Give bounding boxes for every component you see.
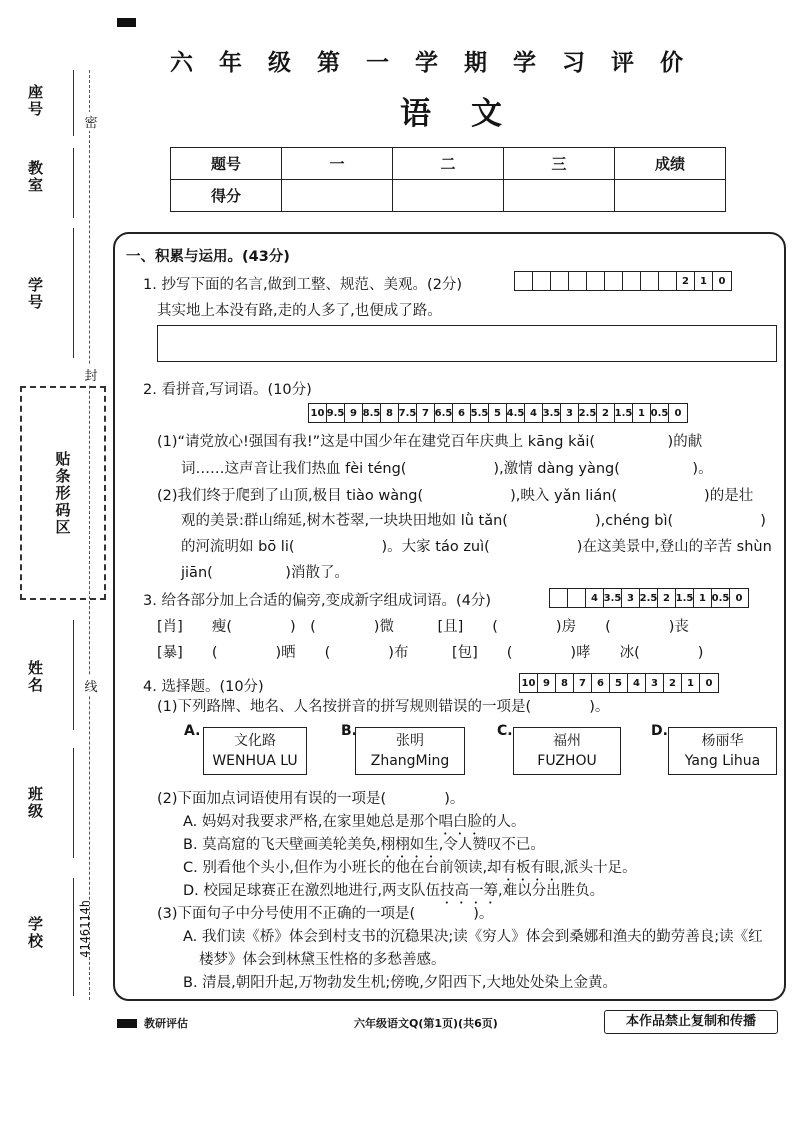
score-table [170,147,726,212]
option-letter: D. [651,723,668,739]
q1-score-strip [514,271,732,291]
dotted-word: 技高一筹 [440,883,498,899]
score-table-score-row [171,180,726,212]
score-strip-cell[interactable]: 9 [538,674,556,692]
score-strip-cell[interactable]: 0 [674,407,682,419]
student-no-write-line [73,228,74,358]
score-cell: 二 [393,148,504,180]
score-strip-cell[interactable]: 3 [622,589,640,607]
score-strip-cell[interactable]: 0.5 [712,589,730,607]
seal-char-xian: 线 [84,676,98,695]
option-letter: B. [341,723,357,739]
option-letter: A. [184,723,201,739]
option-sign [668,727,777,775]
q1-copy-box[interactable] [157,325,777,362]
sign-chinese: 文化路 [234,733,276,749]
q3-row: [肖] 瘦( ) ( )微 [且] ( )房 ( )丧 [157,619,689,635]
option-letter: C. [497,723,513,739]
registration-mark [117,18,136,27]
score-strip-cell[interactable]: 7.5 [399,404,417,422]
score-entry-cell[interactable] [393,180,504,212]
score-strip-cell[interactable]: 5 [610,674,628,692]
score-strip-cell[interactable]: 4 [525,404,543,422]
score-strip-cell[interactable]: 1 [682,674,700,692]
class-write-line [73,748,74,858]
option-text: ,令人赞叹不已。 [438,837,545,853]
footer-mark [117,1019,137,1028]
q4-score-strip [519,673,719,693]
score-strip-cell[interactable]: 5.5 [471,404,489,422]
score-strip-cell[interactable]: 3.5 [604,589,622,607]
q2-score-strip [308,403,688,423]
score-strip-cell[interactable]: 2 [664,674,682,692]
q4-sub1: (1)下列路牌、地名、人名按拼音的拼写规则错误的一项是( )。 [157,699,610,715]
score-strip-cell[interactable]: 8.5 [363,404,381,422]
option-text: B. 莫高窟的飞天壁画美轮美奂, [183,837,381,853]
q2-prompt: 2. 看拼音,写词语。(10分) [143,382,312,398]
room-write-line [73,148,74,218]
q2-line: 观的美景:群山绵延,树木苍翠,一块块田地如 lǜ tǎn( ),chéng bì( ) [181,513,766,529]
score-strip-cell[interactable]: 6 [592,674,610,692]
dotted-word: 唱白脸 [438,814,482,830]
score-strip-cell[interactable]: 0 [735,592,743,604]
score-strip-cell[interactable]: 9 [345,404,363,422]
seat-label: 座号 [26,84,44,118]
school-write-line [73,878,74,996]
paper-code: 4146114h [78,900,92,958]
q4-sub3: (3)下面句子中分号使用不正确的一项是( )。 [157,906,494,922]
score-table-header-row [171,148,726,180]
option-text: C. 别看他个头小,但作为小班长的他在台前领读,却 [183,860,502,876]
score-strip-cell[interactable] [550,589,568,607]
sign-chinese: 张明 [396,733,424,749]
score-strip-cell[interactable]: 3.5 [543,404,561,422]
score-cell: 得分 [171,180,282,212]
q2-line: jiān( )消散了。 [181,565,349,581]
q4-sub3-option-b: B. 清晨,朝阳升起,万物勃发生机;傍晚,夕阳西下,大地处处染上金黄。 [183,975,617,991]
q3-score-strip [549,588,749,608]
score-strip-cell[interactable]: 10 [520,674,538,692]
option-text: ,派头十足。 [559,860,637,876]
score-strip-cell[interactable]: 4.5 [507,404,525,422]
score-strip-cell[interactable]: 2.5 [579,404,597,422]
score-strip-cell[interactable]: 2 [677,272,695,290]
q3-row: [暴] ( )晒 ( )布 [包] ( )哮 冰( ) [157,645,704,661]
room-label: 教室 [26,160,44,194]
score-strip-cell[interactable] [605,272,623,290]
option-sign [355,727,465,775]
footer-page-info: 六年级语文Q(第1页)(共6页) [354,1017,498,1030]
sign-chinese: 福州 [553,733,581,749]
score-strip-cell[interactable] [623,272,641,290]
copyright-stamp: 本作品禁止复制和传播 [604,1010,778,1034]
score-strip-cell[interactable]: 7 [574,674,592,692]
score-strip-cell[interactable]: 0 [705,677,713,689]
option-text: A. 妈妈对我要求严格,在家里她总是那个 [183,814,439,830]
score-strip-cell[interactable]: 6.5 [435,404,453,422]
q4-sub2: (2)下面加点词语使用有误的一项是( )。 [157,791,465,807]
score-entry-cell[interactable] [504,180,615,212]
sign-pinyin: WENHUA LU [212,753,298,769]
score-strip-cell[interactable]: 5 [489,404,507,422]
score-strip-cell[interactable] [515,272,533,290]
student-no-label: 学号 [26,277,44,311]
q3-prompt: 3. 给各部分加上合适的偏旁,变成新字组成词语。(4分) [143,593,492,609]
sign-chinese: 杨丽华 [701,733,744,749]
option-text: ,难以分出胜负。 [498,883,605,899]
barcode-paste-area [20,386,106,600]
q2-line: (1)“请党放心!强国有我!”这是中国少年在建党百年庆典上 kāng kǎi( )的献 [157,434,703,450]
option-text: D. 校园足球赛正在激烈地进行,两支队伍 [183,883,440,899]
score-strip-cell[interactable]: 3 [646,674,664,692]
score-strip-cell[interactable]: 7 [417,404,435,422]
sign-pinyin: FUZHOU [537,753,597,769]
school-label: 学校 [26,916,44,950]
score-cell: 题号 [171,148,282,180]
q1-quote: 其实地上本没有路,走的人多了,也便成了路。 [157,303,442,319]
score-strip-cell[interactable]: 1 [695,272,713,290]
score-strip-cell[interactable] [587,272,605,290]
score-strip-cell[interactable]: 4 [586,589,604,607]
dotted-word: 有板有眼 [501,860,560,876]
dotted-word: 栩栩如生 [380,837,439,853]
score-strip-cell[interactable] [569,272,587,290]
score-strip-cell[interactable]: 2 [597,404,615,422]
sign-pinyin: ZhangMing [370,753,450,769]
grade-title: 六年级第一学期学习评价 [170,49,709,76]
class-label: 班级 [26,786,44,820]
score-strip-cell[interactable] [659,272,677,290]
name-write-line [73,620,74,730]
name-label: 姓名 [26,660,44,694]
seal-char-feng: 封 [84,365,98,384]
score-strip-cell[interactable] [533,272,551,290]
score-strip-cell[interactable] [551,272,569,290]
score-strip-cell[interactable]: 1 [694,589,712,607]
subject-title: 语文 [400,96,542,132]
seal-dashed-line [89,70,90,1000]
score-strip-cell[interactable]: 6 [453,404,471,422]
option-sign [513,727,621,775]
score-strip-cell[interactable]: 3 [561,404,579,422]
score-cell: 成绩 [615,148,726,180]
score-strip-cell[interactable]: 2 [658,589,676,607]
seal-char-mi: 密 [84,112,98,131]
score-strip-cell[interactable]: 9.5 [327,404,345,422]
score-strip-cell[interactable]: 1.5 [615,404,633,422]
score-cell: 三 [504,148,615,180]
q4-prompt: 4. 选择题。(10分) [143,679,264,695]
section-title: 一、积累与运用。(43分) [126,249,290,265]
score-cell: 一 [282,148,393,180]
q2-line: 词……这声音让我们热血 fèi téng( ),激情 dàng yàng( )。 [181,461,713,477]
barcode-area-label: 贴条形码区 [53,450,72,536]
score-strip-cell[interactable]: 0 [718,275,726,287]
q1-prompt: 1. 抄写下面的名言,做到工整、规范、美观。(2分) [143,277,463,293]
score-strip-cell[interactable]: 1 [633,404,651,422]
footer-publisher: 教研评估 [144,1017,188,1030]
score-entry-cell[interactable] [282,180,393,212]
score-strip-cell[interactable] [568,589,586,607]
sign-pinyin: Yang Lihua [684,753,761,769]
q2-line: (2)我们终于爬到了山顶,极目 tiào wàng( ),映入 yǎn lián( )的是壮 [157,488,754,504]
option-sign [203,727,307,775]
score-strip-cell[interactable] [641,272,659,290]
score-strip-cell[interactable]: 4 [628,674,646,692]
score-strip-cell[interactable]: 8 [556,674,574,692]
q4-sub3-option-a-line2: 楼梦》体会到林黛玉性格的多愁善感。 [199,952,446,968]
score-strip-cell[interactable]: 8 [381,404,399,422]
score-strip-cell[interactable]: 0.5 [651,404,669,422]
score-entry-cell[interactable] [615,180,726,212]
seat-write-line [73,70,74,136]
option-text: 的人。 [482,814,526,830]
q4-sub3-option-a-line1: A. 我们读《桥》体会到村支书的沉稳果决;读《穷人》体会到桑娜和渔夫的勤劳善良;读《红 [183,929,763,945]
score-strip-cell[interactable]: 1.5 [676,589,694,607]
score-strip-cell[interactable]: 2.5 [640,589,658,607]
score-strip-cell[interactable]: 10 [309,404,327,422]
q2-line: 的河流明如 bō li( )。大家 táo zuì( )在这美景中,登山的辛苦 shùn [181,539,772,555]
